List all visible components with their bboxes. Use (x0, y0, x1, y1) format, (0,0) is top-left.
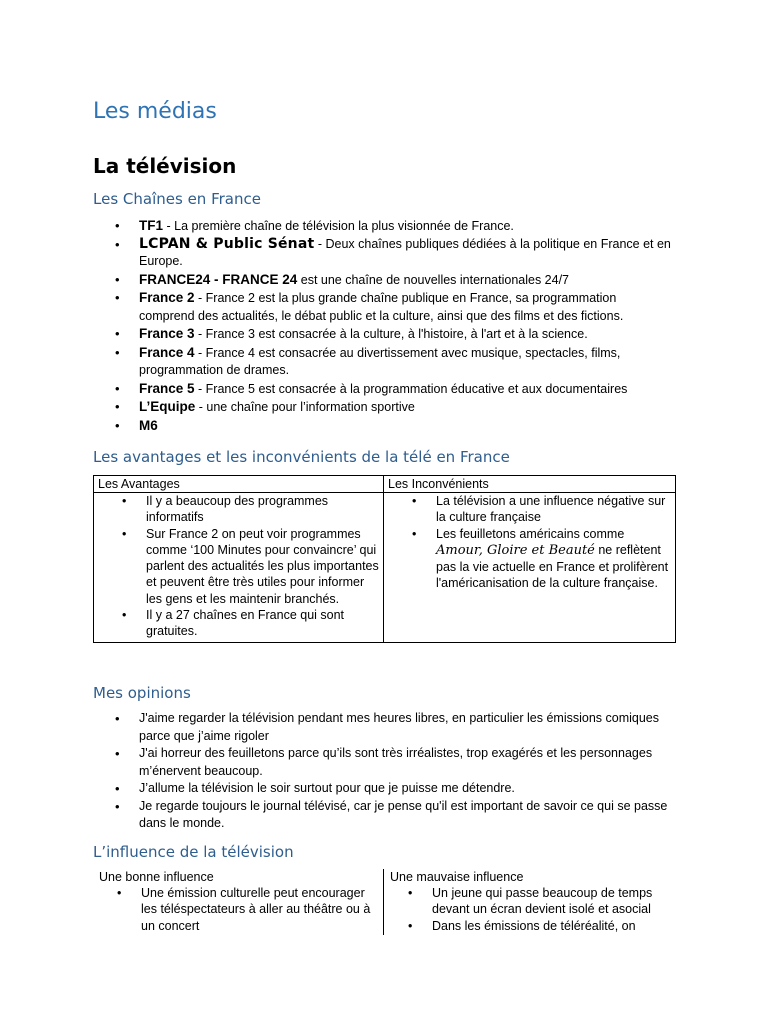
pros-cons-heading: Les avantages et les inconvénients de la télé en France (93, 448, 510, 466)
list-item (93, 344, 675, 380)
channel-name: FRANCE24 - FRANCE 24 (139, 271, 298, 287)
list-item: • Une émission culturelle peut encourager les téléspectateurs à aller au théâtre ou à un concert (93, 885, 383, 934)
list-item: • Dans les émissions de téléréalité, on (384, 918, 675, 934)
pros-cons-table (93, 475, 676, 643)
channel-name: LCPAN & Public Sénat (139, 235, 315, 252)
section-heading: La télévision (93, 154, 237, 178)
opinions-heading: Mes opinions (93, 684, 191, 702)
influence-table (93, 869, 675, 935)
disadvantages-column-header: Les Inconvénients (384, 476, 676, 493)
item-text: ne reflètent pas la vie actuelle en France et prolifèrent l'américanisation de la culture française. (436, 542, 669, 591)
list-item: • La télévision a une influence négative sur la culture française (388, 493, 671, 526)
channels-heading: Les Chaînes en France (93, 190, 261, 208)
channel-desc: - Deux chaînes publiques dédiées à la politique en France et en Europe. (139, 236, 671, 268)
list-item: • Sur France 2 on peut voir programmes comme ‘100 Minutes pour convaincre’ qui parlent des actualités les plus importantes et peuvent être très utiles pour informer les gens et les maintenir branchés. (98, 526, 379, 607)
advantages-column-header: Les Avantages (94, 476, 384, 493)
list-item (93, 417, 675, 436)
bad-influence-heading: Une mauvaise influence (390, 870, 524, 884)
list-item (93, 325, 675, 344)
channel-desc: - France 5 est consacrée à la programmation éducative et aux documentaires (194, 381, 628, 396)
list-item (388, 526, 671, 592)
channel-desc: - une chaîne pour l’information sportive (195, 400, 415, 414)
disadvantages-cell (384, 493, 676, 643)
list-item: • J’allume la télévision le soir surtout pour que je puisse me détendre. (93, 780, 675, 798)
channel-name: France 2 (139, 290, 195, 305)
list-item: • J'aime regarder la télévision pendant mes heures libres, en particulier les émissions comiques parce que j’aime rigoler (93, 710, 675, 745)
good-influence-column (93, 869, 384, 935)
channel-desc: - France 4 est consacrée au divertissement avec musique, spectacles, films, programmation de drames. (139, 345, 621, 377)
list-item: • Il y a 27 chaînes en France qui sont gratuites. (98, 607, 379, 640)
channel-desc: - La première chaîne de télévision la plus visionnée de France. (163, 219, 514, 233)
good-influence-heading: Une bonne influence (99, 870, 214, 884)
influence-heading: L’influence de la télévision (93, 843, 294, 861)
channel-name: L’Equipe (139, 399, 196, 414)
page-title: Les médias (93, 99, 217, 124)
show-title: Amour, Gloire et Beauté (436, 542, 595, 558)
channel-desc: est une chaîne de nouvelles internationales 24/7 (297, 272, 570, 287)
list-item: • Un jeune qui passe beaucoup de temps devant un écran devient isolé et asocial (384, 885, 675, 918)
list-item (93, 289, 675, 325)
list-item (93, 217, 675, 236)
channel-desc: - France 2 est la plus grande chaîne publique en France, sa programmation comprend des actualités, le débat public et la culture, ainsi que des films et des fictions. (139, 291, 624, 323)
channel-name: TF1 (139, 218, 164, 233)
list-item: • Il y a beaucoup des programmes informatifs (98, 493, 379, 526)
list-item (93, 236, 675, 271)
advantages-cell (94, 493, 384, 643)
item-text: Les feuilletons américains comme (436, 526, 625, 541)
bad-influence-column (384, 869, 675, 935)
list-item (93, 380, 675, 399)
list-item: • J'ai horreur des feuilletons parce qu’ils sont très irréalistes, trop exagérés et les personnages m’énervent beaucoup. (93, 745, 675, 780)
list-item (93, 271, 675, 290)
channel-name: France 4 (139, 344, 195, 360)
list-item: • Je regarde toujours le journal télévisé, car je pense qu'il est important de savoir ce qui se passe dans le monde. (93, 798, 675, 833)
table-row (94, 493, 676, 643)
channel-name: M6 (139, 417, 158, 433)
channel-name: France 5 (139, 380, 195, 396)
channel-name: France 3 (139, 326, 195, 341)
opinions-list (93, 710, 675, 833)
channels-list (93, 217, 675, 435)
channel-desc: - France 3 est consacrée à la culture, à l'histoire, à l'art et à la science. (194, 327, 588, 341)
list-item (93, 398, 675, 417)
